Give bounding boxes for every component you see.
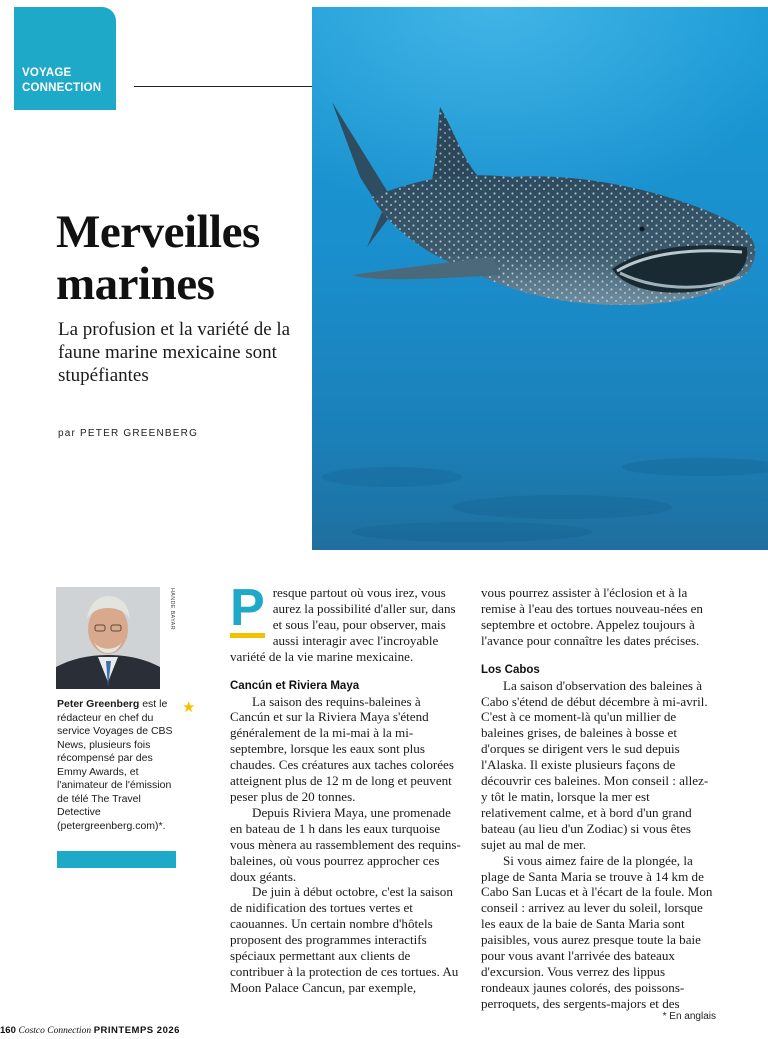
intro-paragraph: P resque partout où vous irez, vous aurez la possibilité d'aller sur, dans et sous l'eau, pour observer, mais aussi interagir avec l'incroyable variété de la vie marine mexicaine.: [230, 579, 456, 664]
bio-accent-bar: [57, 851, 176, 868]
section-tag-label: VOYAGE CONNECTION: [22, 67, 102, 94]
author-bio: [57, 698, 175, 833]
body-column-2: [481, 585, 713, 1012]
paragraph: Depuis Riviera Maya, une promenade en bateau de 1 h dans les eaux turquoise vous mènera au rassemblement des requins-baleines, où vous pourrez approcher ces doux géants.: [230, 804, 461, 884]
paragraph: Si vous aimez faire de la plongée, la plage de Santa Maria se trouve à 14 km de Cabo San Lucas et à l'écart de la foule. Mon conseil : arrivez au lever du soleil, lorsque les eaux de la baie de Santa Maria sont paisibles, vous aurez presque toute la baie pour vous avant l'arrivée des bateaux d'excursion. Vous verrez des lippus rondeaux jaunes colorés, des poissons-perroquets, des sergents-majors et des: [481, 852, 713, 1011]
photo-credit: HANDE BAYAR: [169, 588, 175, 630]
section-heading-los-cabos: Los Cabos: [481, 663, 540, 676]
star-icon: ★: [182, 698, 196, 716]
section-tag: [14, 7, 116, 110]
header-rule: [134, 86, 312, 87]
author-name: PETER GREENBERG: [80, 428, 199, 439]
page-footer: [0, 1025, 180, 1036]
paragraph: vous pourrez assister à l'éclosion et à la remise à l'eau des tortues nouveau-nées en septembre et octobre. Appelez toujours à l'avance pour connaître les dates précises.: [481, 585, 703, 648]
drop-cap: P: [230, 579, 265, 637]
paragraph: La saison d'observation des baleines à Cabo s'étend de début décembre à mi-avril. C'est à ce moment-là qu'un millier de baleines grises, de baleines à bosse et d'orques se dirigent vers le sud depuis l'Alaska. Il existe plusieurs façons de découvrir ces baleines. Mon conseil : allez-y tôt le matin, lorsque la mer est relativement calme, et à bord d'un grand bateau (au lieu d'un Zodiac) si vous êtes sujet au mal de mer.: [481, 677, 709, 852]
body-column-1: [230, 579, 462, 996]
article-title: Merveilles marines: [56, 206, 260, 310]
author-portrait: [56, 587, 160, 689]
section-heading-cancun: Cancún et Riviera Maya: [230, 679, 360, 692]
footnote: * En anglais: [662, 1011, 716, 1022]
paragraph: La saison des requins-baleines à Cancún et sur la Riviera Maya s'étend généralement de la mi-mai à la mi-septembre, lorsque les eaux sont plus chaudes. Ces créatures aux taches colorées atteignent plus de 12 m de long et peuvent peser plus de 20 tonnes.: [230, 693, 454, 804]
byline: par PETER GREENBERG: [58, 428, 199, 439]
page-number: 160: [0, 1025, 16, 1036]
magazine-name: Costco Connection: [18, 1026, 92, 1036]
bio-text: est le rédacteur en chef du service Voyages de CBS News, plusieurs fois récompensé par des Emmy Awards, et l'animateur de l'émission de télé The Travel Detective (petergreenberg.com)*.: [57, 698, 173, 832]
paragraph: De juin à début octobre, c'est la saison de nidification des tortues vertes et caouannes. Un certain nombre d'hôtels proposent des programmes interactifs spéciaux permettant aux clients de contribuer à la protection de ces tortues. Au Moon Palace Cancun, par exemple,: [230, 884, 459, 995]
issue-label: PRINTEMPS 2026: [93, 1025, 180, 1036]
whale-shark-photo: [312, 7, 768, 550]
article-subtitle: La profusion et la variété de la faune marine mexicaine sont stupéfiantes: [58, 319, 291, 386]
bio-name: Peter Greenberg: [57, 698, 140, 710]
